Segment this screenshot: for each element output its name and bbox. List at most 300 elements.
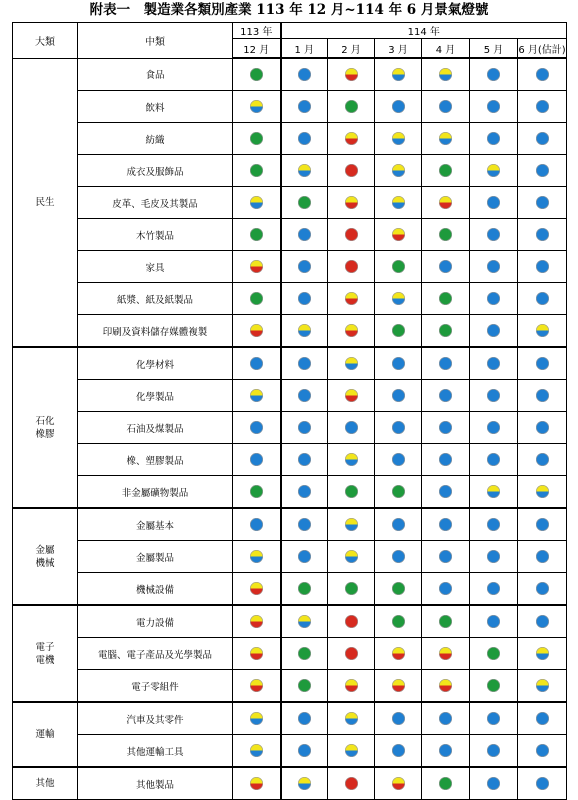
signal-cell (233, 735, 281, 768)
signal-light-icon (250, 260, 263, 273)
signal-cell (375, 702, 422, 735)
signal-light-icon (298, 324, 311, 337)
signal-cell (375, 380, 422, 412)
signal-cell (328, 91, 375, 123)
signal-light-icon (250, 615, 263, 628)
signal-light-icon (392, 679, 405, 692)
signal-cell (281, 219, 328, 251)
signal-cell (518, 123, 567, 155)
signal-light-icon (298, 228, 311, 241)
industry-name: 電力設備 (78, 605, 233, 638)
table-row (13, 380, 567, 412)
table-row (13, 444, 567, 476)
signal-light-icon (298, 679, 311, 692)
signal-cell (518, 347, 567, 380)
signal-light-icon (250, 196, 263, 209)
signal-light-icon (392, 582, 405, 595)
signal-cell (281, 670, 328, 703)
signal-cell (233, 573, 281, 606)
signal-cell (422, 315, 470, 348)
signal-light-icon (392, 712, 405, 725)
signal-cell (281, 91, 328, 123)
signal-light-icon (487, 712, 500, 725)
signal-light-icon (345, 196, 358, 209)
signal-light-icon (250, 100, 263, 113)
signal-light-icon (439, 389, 452, 402)
signal-cell (328, 412, 375, 444)
signal-cell (422, 251, 470, 283)
signal-cell (422, 283, 470, 315)
signal-light-icon (345, 712, 358, 725)
signal-cell (422, 123, 470, 155)
signal-cell (422, 380, 470, 412)
signal-cell (328, 187, 375, 219)
signal-light-icon (392, 453, 405, 466)
signal-cell (328, 444, 375, 476)
category-cell: 民生 (13, 58, 78, 347)
signal-cell (518, 605, 567, 638)
signal-cell (281, 412, 328, 444)
signal-cell (281, 476, 328, 509)
signal-light-icon (345, 615, 358, 628)
signal-light-icon (298, 744, 311, 757)
signal-light-icon (345, 100, 358, 113)
table-row (13, 670, 567, 703)
signal-light-icon (487, 100, 500, 113)
signal-cell (233, 315, 281, 348)
signal-light-icon (487, 679, 500, 692)
signal-light-icon (439, 196, 452, 209)
signal-light-icon (250, 485, 263, 498)
signal-light-icon (392, 389, 405, 402)
header-major: 大類 (13, 23, 78, 59)
signal-light-icon (536, 164, 549, 177)
header-year-113: 113 年 (233, 23, 281, 39)
signal-light-icon (536, 582, 549, 595)
signal-light-icon (487, 228, 500, 241)
signal-light-icon (536, 615, 549, 628)
signal-cell (233, 283, 281, 315)
signal-cell (233, 123, 281, 155)
signal-light-icon (439, 550, 452, 563)
signal-light-icon (298, 164, 311, 177)
signal-cell (470, 638, 518, 670)
signal-light-icon (392, 647, 405, 660)
signal-cell (470, 476, 518, 509)
signal-light-icon (392, 132, 405, 145)
signal-cell (518, 219, 567, 251)
table-row (13, 638, 567, 670)
signal-light-icon (250, 679, 263, 692)
industry-name: 印刷及資料儲存媒體複製 (78, 315, 233, 348)
signal-light-icon (439, 485, 452, 498)
signal-light-icon (250, 777, 263, 790)
signal-light-icon (392, 615, 405, 628)
table-row (13, 767, 567, 800)
signal-cell (233, 541, 281, 573)
signal-light-icon (250, 164, 263, 177)
signal-light-icon (487, 550, 500, 563)
industry-name: 飲料 (78, 91, 233, 123)
signal-light-icon (487, 647, 500, 660)
signal-cell (233, 767, 281, 800)
signal-light-icon (439, 68, 452, 81)
signal-cell (281, 283, 328, 315)
signal-light-icon (487, 518, 500, 531)
signal-cell (233, 508, 281, 541)
signal-light-icon (536, 357, 549, 370)
industry-name: 電腦、電子產品及光學製品 (78, 638, 233, 670)
signal-cell (233, 155, 281, 187)
signal-cell (233, 476, 281, 509)
signal-cell (470, 444, 518, 476)
signal-cell (375, 670, 422, 703)
signal-light-icon (298, 518, 311, 531)
signal-light-icon (298, 389, 311, 402)
signal-cell (422, 605, 470, 638)
category-cell: 石化 橡膠 (13, 347, 78, 508)
signal-cell (375, 251, 422, 283)
signal-cell (422, 91, 470, 123)
signal-cell (470, 58, 518, 91)
signal-light-icon (345, 518, 358, 531)
signal-cell (518, 251, 567, 283)
signal-cell (518, 735, 567, 768)
signal-light-icon (392, 550, 405, 563)
header-month: 1 月 (281, 39, 328, 59)
signal-light-icon (536, 100, 549, 113)
table-row (13, 735, 567, 768)
signal-cell (375, 155, 422, 187)
signal-light-icon (298, 68, 311, 81)
signal-light-icon (298, 777, 311, 790)
signal-light-icon (392, 100, 405, 113)
signal-cell (518, 380, 567, 412)
signal-light-icon (250, 550, 263, 563)
signal-cell (328, 702, 375, 735)
signal-cell (470, 767, 518, 800)
signal-light-icon (345, 228, 358, 241)
industry-name: 家具 (78, 251, 233, 283)
signal-cell (518, 541, 567, 573)
signal-cell (518, 476, 567, 509)
signal-cell (375, 767, 422, 800)
signal-cell (375, 541, 422, 573)
signal-cell (328, 347, 375, 380)
category-cell: 其他 (13, 767, 78, 800)
header-month: 5 月 (470, 39, 518, 59)
signal-light-icon (439, 164, 452, 177)
signal-light-icon (536, 68, 549, 81)
industry-name: 木竹製品 (78, 219, 233, 251)
signal-light-icon (298, 453, 311, 466)
signal-cell (328, 123, 375, 155)
industry-name: 紙漿、紙及紙製品 (78, 283, 233, 315)
signal-cell (518, 155, 567, 187)
signal-cell (518, 58, 567, 91)
signal-light-icon (345, 679, 358, 692)
signal-cell (281, 605, 328, 638)
signal-cell (233, 58, 281, 91)
industry-name: 電子零組件 (78, 670, 233, 703)
signal-light-icon (392, 744, 405, 757)
signal-cell (328, 508, 375, 541)
signal-cell (281, 735, 328, 768)
signal-light-icon (298, 421, 311, 434)
signal-cell (328, 541, 375, 573)
signal-light-icon (487, 389, 500, 402)
signal-light-icon (392, 324, 405, 337)
signal-light-icon (439, 324, 452, 337)
signal-light-icon (487, 68, 500, 81)
signal-light-icon (345, 292, 358, 305)
table-row (13, 508, 567, 541)
signal-cell (422, 444, 470, 476)
signal-light-icon (250, 744, 263, 757)
signal-light-icon (392, 292, 405, 305)
signal-cell (375, 58, 422, 91)
signal-light-icon (345, 164, 358, 177)
signal-light-icon (250, 228, 263, 241)
signal-cell (470, 541, 518, 573)
signal-cell (422, 735, 470, 768)
signal-light-icon (487, 777, 500, 790)
signal-light-icon (439, 260, 452, 273)
signal-light-icon (250, 712, 263, 725)
header-year-114: 114 年 (281, 23, 567, 39)
signal-cell (470, 605, 518, 638)
signal-light-icon (487, 744, 500, 757)
signal-cell (470, 412, 518, 444)
signal-light-icon (345, 132, 358, 145)
signal-cell (375, 444, 422, 476)
industry-name: 其他運輸工具 (78, 735, 233, 768)
signal-cell (328, 315, 375, 348)
signal-light-icon (536, 550, 549, 563)
signal-cell (375, 283, 422, 315)
signal-light-icon (250, 68, 263, 81)
signal-light-icon (298, 292, 311, 305)
header-minor: 中類 (78, 23, 233, 59)
signal-cell (281, 315, 328, 348)
signal-cell (422, 187, 470, 219)
signal-light-icon (536, 292, 549, 305)
signal-cell (422, 219, 470, 251)
signal-cell (328, 219, 375, 251)
signal-cell (375, 91, 422, 123)
page-title: 附表一 製造業各類別產業 113 年 12 月~114 年 6 月景氣燈號 (89, 2, 489, 18)
signal-cell (233, 638, 281, 670)
industry-name: 紡織 (78, 123, 233, 155)
signal-light-icon (439, 518, 452, 531)
signal-cell (281, 767, 328, 800)
signal-cell (375, 573, 422, 606)
signal-light-icon (392, 228, 405, 241)
signal-cell (281, 347, 328, 380)
signal-light-icon (536, 453, 549, 466)
header-month: 3 月 (375, 39, 422, 59)
signal-cell (281, 155, 328, 187)
signal-cell (233, 219, 281, 251)
signal-cell (375, 605, 422, 638)
industry-name: 非金屬礦物製品 (78, 476, 233, 509)
signal-cell (470, 251, 518, 283)
signal-light-icon (345, 744, 358, 757)
signal-cell (518, 412, 567, 444)
signal-light-icon (439, 132, 452, 145)
signal-light-icon (298, 485, 311, 498)
signal-cell (518, 315, 567, 348)
signal-cell (470, 380, 518, 412)
industry-name: 成衣及服飾品 (78, 155, 233, 187)
industry-name: 機械設備 (78, 573, 233, 606)
signal-light-icon (487, 164, 500, 177)
signal-cell (422, 476, 470, 509)
table-row (13, 155, 567, 187)
industry-name: 皮革、毛皮及其製品 (78, 187, 233, 219)
signal-cell (328, 605, 375, 638)
signal-light-icon (298, 615, 311, 628)
signal-light-icon (487, 292, 500, 305)
signal-cell (470, 283, 518, 315)
signal-cell (328, 155, 375, 187)
signal-cell (328, 638, 375, 670)
signal-cell (281, 508, 328, 541)
signal-cell (233, 91, 281, 123)
industry-name: 食品 (78, 58, 233, 91)
signal-light-icon (536, 744, 549, 757)
industry-name: 金屬基本 (78, 508, 233, 541)
table-row (13, 123, 567, 155)
signal-light-icon (536, 712, 549, 725)
signal-light-icon (250, 132, 263, 145)
signal-light-icon (487, 582, 500, 595)
signal-light-icon (392, 518, 405, 531)
signal-light-icon (345, 582, 358, 595)
signal-light-icon (536, 518, 549, 531)
signal-light-icon (536, 324, 549, 337)
signal-light-icon (536, 647, 549, 660)
signal-cell (375, 219, 422, 251)
signal-light-icon (487, 453, 500, 466)
signal-cell (470, 91, 518, 123)
table-row (13, 476, 567, 509)
signal-cell (328, 251, 375, 283)
signal-cell (233, 412, 281, 444)
signal-light-icon (392, 260, 405, 273)
signal-cell (518, 702, 567, 735)
signal-cell (375, 476, 422, 509)
signal-light-icon (298, 100, 311, 113)
signal-cell (470, 670, 518, 703)
signal-cell (281, 702, 328, 735)
signal-cell (233, 444, 281, 476)
signal-cell (518, 670, 567, 703)
table-row (13, 315, 567, 348)
signal-cell (281, 251, 328, 283)
header-month: 2 月 (328, 39, 375, 59)
signal-cell (233, 347, 281, 380)
signal-cell (518, 573, 567, 606)
signal-cell (470, 573, 518, 606)
industry-name: 其他製品 (78, 767, 233, 800)
signal-light-icon (536, 389, 549, 402)
signal-light-icon (392, 777, 405, 790)
indicator-table (12, 22, 567, 800)
signal-light-icon (536, 132, 549, 145)
signal-light-icon (487, 132, 500, 145)
category-cell: 金屬 機械 (13, 508, 78, 605)
table-row (13, 347, 567, 380)
industry-name: 石油及煤製品 (78, 412, 233, 444)
signal-light-icon (439, 712, 452, 725)
signal-cell (518, 91, 567, 123)
signal-light-icon (250, 453, 263, 466)
signal-cell (281, 573, 328, 606)
table-row (13, 412, 567, 444)
signal-cell (518, 767, 567, 800)
signal-light-icon (250, 357, 263, 370)
signal-light-icon (298, 132, 311, 145)
signal-light-icon (392, 164, 405, 177)
signal-cell (233, 670, 281, 703)
signal-cell (422, 347, 470, 380)
industry-name: 化學材料 (78, 347, 233, 380)
signal-light-icon (392, 196, 405, 209)
signal-light-icon (298, 582, 311, 595)
signal-light-icon (487, 421, 500, 434)
signal-light-icon (250, 324, 263, 337)
signal-cell (422, 412, 470, 444)
signal-cell (422, 670, 470, 703)
signal-light-icon (487, 615, 500, 628)
signal-cell (470, 123, 518, 155)
signal-cell (375, 347, 422, 380)
signal-cell (328, 767, 375, 800)
signal-light-icon (439, 453, 452, 466)
signal-light-icon (345, 68, 358, 81)
signal-cell (518, 283, 567, 315)
signal-light-icon (536, 777, 549, 790)
signal-light-icon (536, 421, 549, 434)
signal-light-icon (345, 389, 358, 402)
signal-cell (328, 380, 375, 412)
signal-light-icon (345, 260, 358, 273)
signal-light-icon (345, 550, 358, 563)
signal-light-icon (536, 196, 549, 209)
signal-cell (422, 638, 470, 670)
table-row (13, 91, 567, 123)
signal-light-icon (298, 550, 311, 563)
signal-cell (233, 605, 281, 638)
signal-light-icon (536, 228, 549, 241)
signal-cell (375, 638, 422, 670)
signal-light-icon (345, 357, 358, 370)
signal-light-icon (250, 582, 263, 595)
signal-cell (233, 702, 281, 735)
industry-name: 汽車及其零件 (78, 702, 233, 735)
signal-light-icon (487, 485, 500, 498)
signal-cell (470, 508, 518, 541)
signal-cell (470, 347, 518, 380)
signal-light-icon (392, 68, 405, 81)
category-cell: 運輸 (13, 702, 78, 767)
signal-light-icon (392, 485, 405, 498)
signal-cell (518, 508, 567, 541)
signal-cell (281, 638, 328, 670)
signal-light-icon (536, 679, 549, 692)
signal-cell (281, 380, 328, 412)
